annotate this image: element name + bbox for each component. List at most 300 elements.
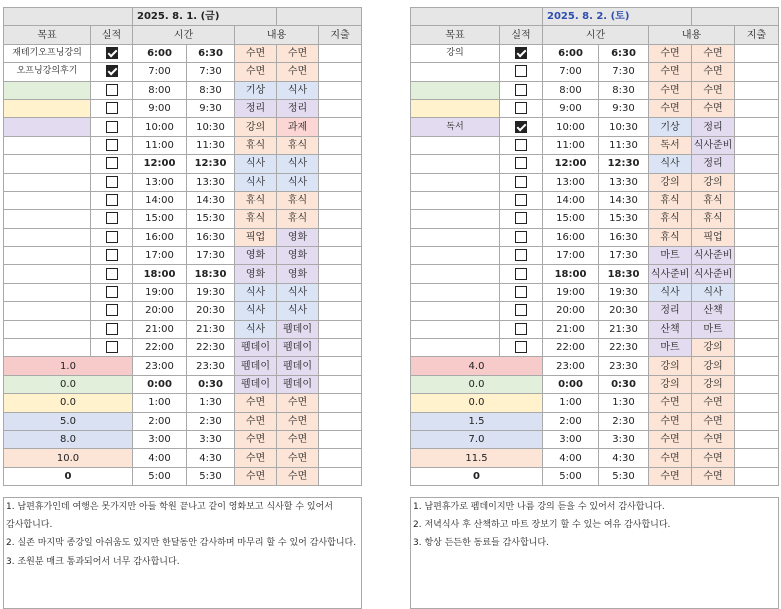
- memo-row: [4, 553, 362, 571]
- content-second-half[interactable]: 식사: [277, 302, 319, 320]
- header-time: 시간: [133, 26, 235, 44]
- content-second-half[interactable]: 마트: [692, 320, 735, 338]
- goal-cell[interactable]: 독서: [411, 118, 500, 136]
- goal-cell[interactable]: [411, 228, 500, 246]
- expense-cell[interactable]: [735, 375, 779, 393]
- content-second-half[interactable]: 수면: [692, 467, 735, 485]
- start-time: 9:00: [543, 99, 599, 117]
- expense-cell[interactable]: [735, 81, 779, 99]
- content-first-half[interactable]: 기상: [235, 81, 277, 99]
- content-second-half[interactable]: 펨데이: [277, 320, 319, 338]
- start-time: 9:00: [133, 99, 187, 117]
- header-goal: 목표: [4, 26, 91, 44]
- expense-cell[interactable]: [735, 357, 779, 375]
- checkbox[interactable]: [515, 341, 527, 353]
- checkbox[interactable]: [106, 157, 118, 169]
- end-time: 12:30: [187, 155, 235, 173]
- content-second-half[interactable]: 수면: [692, 412, 735, 430]
- content-second-half[interactable]: 식사준비: [692, 247, 735, 265]
- result-cell: [91, 302, 133, 320]
- stat-value: 1.5: [411, 412, 543, 430]
- expense-cell[interactable]: [735, 339, 779, 357]
- content-second-half[interactable]: 식사: [277, 155, 319, 173]
- expense-cell[interactable]: [319, 63, 362, 81]
- checkbox[interactable]: [106, 268, 118, 280]
- stat-row: [4, 449, 362, 467]
- title-blank: [277, 8, 362, 26]
- content-first-half[interactable]: 휴식: [235, 136, 277, 154]
- checkbox[interactable]: [515, 249, 527, 261]
- content-second-half[interactable]: 휴식: [277, 136, 319, 154]
- checkbox[interactable]: [106, 194, 118, 206]
- memo-line[interactable]: 1. 남편휴가인데 여행은 못가지만 아들 학원 끝나고 같이 영화보고 식사할 수 있어서: [4, 498, 362, 516]
- expense-cell[interactable]: [735, 247, 779, 265]
- expense-cell[interactable]: [735, 228, 779, 246]
- schedule-row: [4, 155, 362, 173]
- checkbox[interactable]: [515, 176, 527, 188]
- expense-cell[interactable]: [735, 44, 779, 62]
- goal-cell[interactable]: [4, 210, 91, 228]
- expense-cell[interactable]: [735, 467, 779, 485]
- content-second-half[interactable]: 영화: [277, 228, 319, 246]
- content-second-half[interactable]: 산책: [692, 302, 735, 320]
- content-first-half[interactable]: 영화: [235, 247, 277, 265]
- header-expense: 지출: [735, 26, 779, 44]
- checkbox[interactable]: [106, 304, 118, 316]
- checkbox[interactable]: [515, 102, 527, 114]
- date-title: 2025. 8. 2. (토): [543, 8, 692, 26]
- goal-cell[interactable]: [411, 283, 500, 301]
- start-time: 2:00: [133, 412, 187, 430]
- content-first-half[interactable]: 강의: [649, 357, 692, 375]
- expense-cell[interactable]: [735, 430, 779, 448]
- content-second-half[interactable]: 수면: [692, 430, 735, 448]
- content-second-half[interactable]: 강의: [692, 375, 735, 393]
- content-first-half[interactable]: 펨데이: [235, 357, 277, 375]
- content-second-half[interactable]: 펨데이: [277, 375, 319, 393]
- schedule-row: [411, 155, 779, 173]
- end-time: 18:30: [599, 265, 649, 283]
- expense-cell[interactable]: [319, 118, 362, 136]
- content-first-half[interactable]: 식사: [235, 283, 277, 301]
- expense-cell[interactable]: [319, 302, 362, 320]
- start-time: 4:00: [133, 449, 187, 467]
- content-first-half[interactable]: 픽업: [235, 228, 277, 246]
- goal-cell[interactable]: [4, 155, 91, 173]
- goal-cell[interactable]: [4, 136, 91, 154]
- end-time: 21:30: [599, 320, 649, 338]
- stat-value: 1.0: [4, 357, 133, 375]
- content-first-half[interactable]: 수면: [235, 412, 277, 430]
- spacer-cell: [411, 486, 779, 498]
- goal-cell[interactable]: [411, 173, 500, 191]
- expense-cell[interactable]: [319, 228, 362, 246]
- goal-cell[interactable]: [4, 283, 91, 301]
- content-second-half[interactable]: 식사준비: [692, 136, 735, 154]
- goal-cell[interactable]: [411, 339, 500, 357]
- header-goal: 목표: [411, 26, 500, 44]
- expense-cell[interactable]: [319, 467, 362, 485]
- goal-cell[interactable]: [4, 81, 91, 99]
- schedule-row: [411, 136, 779, 154]
- start-time: 14:00: [133, 191, 187, 209]
- content-first-half[interactable]: 휴식: [235, 210, 277, 228]
- schedule-row: [4, 302, 362, 320]
- content-second-half[interactable]: 수면: [692, 394, 735, 412]
- content-first-half[interactable]: 수면: [649, 449, 692, 467]
- goal-cell[interactable]: [4, 99, 91, 117]
- expense-cell[interactable]: [319, 191, 362, 209]
- start-time: 7:00: [543, 63, 599, 81]
- result-cell: [91, 81, 133, 99]
- content-first-half[interactable]: 강의: [649, 173, 692, 191]
- title-blank: [4, 8, 133, 26]
- content-second-half[interactable]: 수면: [692, 449, 735, 467]
- result-cell: [500, 44, 543, 62]
- memo-row: [411, 534, 779, 552]
- content-second-half[interactable]: 수면: [277, 394, 319, 412]
- content-first-half[interactable]: 수면: [649, 81, 692, 99]
- content-second-half[interactable]: 영화: [277, 265, 319, 283]
- content-first-half[interactable]: 강의: [649, 375, 692, 393]
- expense-cell[interactable]: [319, 44, 362, 62]
- goal-cell[interactable]: [4, 118, 91, 136]
- checkbox[interactable]: [515, 268, 527, 280]
- checkbox[interactable]: [515, 323, 527, 335]
- content-second-half[interactable]: 식사: [277, 173, 319, 191]
- goal-cell[interactable]: [4, 320, 91, 338]
- checkbox[interactable]: [106, 47, 118, 59]
- start-time: 1:00: [133, 394, 187, 412]
- content-first-half[interactable]: 수면: [235, 394, 277, 412]
- memo-row: [411, 553, 779, 571]
- memo-line[interactable]: [411, 553, 779, 571]
- expense-cell[interactable]: [319, 81, 362, 99]
- content-second-half[interactable]: 수면: [277, 467, 319, 485]
- checkbox[interactable]: [106, 176, 118, 188]
- end-time: 3:30: [599, 430, 649, 448]
- end-time: 5:30: [187, 467, 235, 485]
- goal-cell[interactable]: 오프닝강의후기: [4, 63, 91, 81]
- expense-cell[interactable]: [735, 155, 779, 173]
- expense-cell[interactable]: [735, 320, 779, 338]
- expense-cell[interactable]: [735, 265, 779, 283]
- end-time: 11:30: [187, 136, 235, 154]
- memo-line[interactable]: 2. 저녁식사 후 산책하고 마트 장보기 할 수 있는 여유 감사합니다.: [411, 516, 779, 534]
- memo-line[interactable]: 2. 실존 마지막 종강일 아쉬움도 있지만 한달동안 감사하며 마무리 할 수 있어 감사합니다.: [4, 534, 362, 552]
- memo-line[interactable]: 감사합니다.: [4, 516, 362, 534]
- memo-line[interactable]: [411, 571, 779, 589]
- content-second-half[interactable]: 정리: [692, 118, 735, 136]
- checkbox[interactable]: [515, 47, 527, 59]
- goal-cell[interactable]: [411, 302, 500, 320]
- expense-cell[interactable]: [735, 118, 779, 136]
- goal-cell[interactable]: [4, 302, 91, 320]
- content-second-half[interactable]: 식사: [277, 81, 319, 99]
- checkbox[interactable]: [515, 231, 527, 243]
- goal-cell[interactable]: [411, 155, 500, 173]
- expense-cell[interactable]: [319, 155, 362, 173]
- content-first-half[interactable]: 식사: [649, 155, 692, 173]
- result-cell: [500, 283, 543, 301]
- content-first-half[interactable]: 식사: [235, 173, 277, 191]
- expense-cell[interactable]: [319, 430, 362, 448]
- result-cell: [500, 247, 543, 265]
- stat-value: 5.0: [4, 412, 133, 430]
- end-time: 20:30: [599, 302, 649, 320]
- content-second-half[interactable]: 펨데이: [277, 339, 319, 357]
- day2-grid: [411, 8, 779, 609]
- content-first-half[interactable]: 수면: [235, 430, 277, 448]
- content-first-half[interactable]: 수면: [649, 44, 692, 62]
- schedule-row: [4, 81, 362, 99]
- content-second-half[interactable]: 휴식: [692, 191, 735, 209]
- expense-cell[interactable]: [319, 247, 362, 265]
- goal-cell[interactable]: [411, 320, 500, 338]
- checkbox[interactable]: [515, 65, 527, 77]
- checkbox[interactable]: [515, 157, 527, 169]
- content-second-half[interactable]: 수면: [277, 430, 319, 448]
- goal-cell[interactable]: [4, 191, 91, 209]
- memo-row: [411, 590, 779, 608]
- goal-cell[interactable]: [411, 210, 500, 228]
- expense-cell[interactable]: [319, 375, 362, 393]
- content-second-half[interactable]: 강의: [692, 339, 735, 357]
- header-result: 실적: [500, 26, 543, 44]
- result-cell: [91, 136, 133, 154]
- expense-cell[interactable]: [319, 412, 362, 430]
- end-time: 15:30: [187, 210, 235, 228]
- goal-cell[interactable]: [411, 99, 500, 117]
- checkbox[interactable]: [515, 121, 527, 133]
- content-second-half[interactable]: 수면: [692, 81, 735, 99]
- expense-cell[interactable]: [319, 339, 362, 357]
- expense-cell[interactable]: [319, 357, 362, 375]
- content-first-half[interactable]: 수면: [649, 394, 692, 412]
- checkbox[interactable]: [106, 286, 118, 298]
- memo-line[interactable]: 3. 항상 든든한 동료들 감사합니다.: [411, 534, 779, 552]
- schedule-row: [4, 320, 362, 338]
- expense-cell[interactable]: [735, 191, 779, 209]
- content-first-half[interactable]: 마트: [649, 339, 692, 357]
- end-time: 2:30: [187, 412, 235, 430]
- start-time: 13:00: [543, 173, 599, 191]
- content-first-half[interactable]: 독서: [649, 136, 692, 154]
- content-first-half[interactable]: 휴식: [649, 191, 692, 209]
- start-time: 12:00: [133, 155, 187, 173]
- content-first-half[interactable]: 휴식: [649, 228, 692, 246]
- schedule-row: [411, 247, 779, 265]
- schedule-row: [4, 265, 362, 283]
- content-second-half[interactable]: 수면: [277, 63, 319, 81]
- content-second-half[interactable]: 식사: [277, 283, 319, 301]
- expense-cell[interactable]: [319, 136, 362, 154]
- goal-cell[interactable]: [411, 136, 500, 154]
- memo-line[interactable]: [4, 590, 362, 608]
- stat-value: 0: [4, 467, 133, 485]
- expense-cell[interactable]: [319, 394, 362, 412]
- expense-cell[interactable]: [735, 394, 779, 412]
- memo-line[interactable]: [411, 590, 779, 608]
- goal-cell[interactable]: [4, 173, 91, 191]
- expense-cell[interactable]: [735, 412, 779, 430]
- expense-cell[interactable]: [319, 99, 362, 117]
- end-time: 9:30: [599, 99, 649, 117]
- content-first-half[interactable]: 수면: [649, 467, 692, 485]
- checkbox[interactable]: [106, 212, 118, 224]
- expense-cell[interactable]: [319, 210, 362, 228]
- expense-cell[interactable]: [735, 173, 779, 191]
- start-time: 20:00: [133, 302, 187, 320]
- goal-cell[interactable]: 강의: [411, 44, 500, 62]
- content-second-half[interactable]: 펨데이: [277, 357, 319, 375]
- start-time: 21:00: [133, 320, 187, 338]
- content-first-half[interactable]: 마트: [649, 247, 692, 265]
- content-second-half[interactable]: 강의: [692, 357, 735, 375]
- checkbox[interactable]: [106, 102, 118, 114]
- goal-cell[interactable]: [4, 339, 91, 357]
- memo-line[interactable]: 1. 남편휴가로 펨데이지만 나름 강의 듣을 수 있어서 감사합니다.: [411, 498, 779, 516]
- content-first-half[interactable]: 정리: [235, 99, 277, 117]
- start-time: 7:00: [133, 63, 187, 81]
- result-cell: [91, 191, 133, 209]
- checkbox[interactable]: [106, 139, 118, 151]
- checkbox[interactable]: [106, 231, 118, 243]
- end-time: 2:30: [599, 412, 649, 430]
- checkbox[interactable]: [106, 323, 118, 335]
- content-first-half[interactable]: 영화: [235, 265, 277, 283]
- content-first-half[interactable]: 식사: [649, 283, 692, 301]
- content-first-half[interactable]: 휴식: [649, 210, 692, 228]
- expense-cell[interactable]: [735, 210, 779, 228]
- content-first-half[interactable]: 수면: [649, 63, 692, 81]
- goal-cell[interactable]: [411, 81, 500, 99]
- checkbox[interactable]: [515, 84, 527, 96]
- stat-row: [411, 394, 779, 412]
- expense-cell[interactable]: [319, 173, 362, 191]
- content-first-half[interactable]: 펨데이: [235, 339, 277, 357]
- start-time: 15:00: [133, 210, 187, 228]
- checkbox[interactable]: [515, 286, 527, 298]
- goal-cell[interactable]: [4, 247, 91, 265]
- content-first-half[interactable]: 휴식: [235, 191, 277, 209]
- content-second-half[interactable]: 휴식: [277, 210, 319, 228]
- expense-cell[interactable]: [735, 283, 779, 301]
- content-first-half[interactable]: 강의: [235, 118, 277, 136]
- content-second-half[interactable]: 식사: [692, 283, 735, 301]
- result-cell: [91, 283, 133, 301]
- expense-cell[interactable]: [735, 63, 779, 81]
- content-second-half[interactable]: 수면: [277, 44, 319, 62]
- content-first-half[interactable]: 수면: [649, 412, 692, 430]
- expense-cell[interactable]: [735, 99, 779, 117]
- expense-cell[interactable]: [735, 136, 779, 154]
- checkbox[interactable]: [106, 341, 118, 353]
- start-time: 23:00: [133, 357, 187, 375]
- expense-cell[interactable]: [735, 449, 779, 467]
- goal-cell[interactable]: [4, 228, 91, 246]
- goal-cell[interactable]: [4, 265, 91, 283]
- goal-cell[interactable]: [411, 247, 500, 265]
- schedule-row: [4, 136, 362, 154]
- result-cell: [500, 173, 543, 191]
- end-time: 22:30: [187, 339, 235, 357]
- header-result: 실적: [91, 26, 133, 44]
- expense-cell[interactable]: [319, 283, 362, 301]
- checkbox[interactable]: [106, 84, 118, 96]
- content-second-half[interactable]: 픽업: [692, 228, 735, 246]
- content-second-half[interactable]: 수면: [692, 63, 735, 81]
- content-first-half[interactable]: 수면: [649, 99, 692, 117]
- content-first-half[interactable]: 식사: [235, 155, 277, 173]
- expense-cell[interactable]: [319, 320, 362, 338]
- content-first-half[interactable]: 식사: [235, 302, 277, 320]
- checkbox[interactable]: [106, 249, 118, 261]
- schedule-row: [4, 283, 362, 301]
- content-first-half[interactable]: 식사: [235, 320, 277, 338]
- content-second-half[interactable]: 수면: [692, 99, 735, 117]
- content-second-half[interactable]: 휴식: [692, 210, 735, 228]
- content-first-half[interactable]: 수면: [235, 63, 277, 81]
- goal-cell[interactable]: [411, 63, 500, 81]
- content-first-half[interactable]: 수면: [649, 430, 692, 448]
- start-time: 23:00: [543, 357, 599, 375]
- schedule-row: [4, 191, 362, 209]
- expense-cell[interactable]: [735, 302, 779, 320]
- content-second-half[interactable]: 정리: [692, 155, 735, 173]
- stat-value: 0.0: [411, 394, 543, 412]
- content-first-half[interactable]: 펨데이: [235, 375, 277, 393]
- checkbox[interactable]: [515, 139, 527, 151]
- schedule-row: [411, 173, 779, 191]
- content-second-half[interactable]: 과제: [277, 118, 319, 136]
- content-second-half[interactable]: 강의: [692, 173, 735, 191]
- content-second-half[interactable]: 정리: [277, 99, 319, 117]
- checkbox[interactable]: [106, 65, 118, 77]
- memo-line[interactable]: 3. 조원분 매크 통과되어서 너무 감사합니다.: [4, 553, 362, 571]
- goal-cell[interactable]: 재테기오프닝강의: [4, 44, 91, 62]
- stat-value: 0.0: [411, 375, 543, 393]
- goal-cell[interactable]: [411, 265, 500, 283]
- content-second-half[interactable]: 영화: [277, 247, 319, 265]
- content-first-half[interactable]: 정리: [649, 302, 692, 320]
- content-first-half[interactable]: 식사준비: [649, 265, 692, 283]
- content-first-half[interactable]: 기상: [649, 118, 692, 136]
- result-cell: [500, 228, 543, 246]
- expense-cell[interactable]: [319, 449, 362, 467]
- result-cell: [500, 136, 543, 154]
- checkbox[interactable]: [515, 304, 527, 316]
- content-first-half[interactable]: 수면: [235, 449, 277, 467]
- memo-line[interactable]: [4, 571, 362, 589]
- content-first-half[interactable]: 수면: [235, 467, 277, 485]
- checkbox[interactable]: [515, 212, 527, 224]
- content-second-half[interactable]: 휴식: [277, 191, 319, 209]
- goal-cell[interactable]: [411, 191, 500, 209]
- expense-cell[interactable]: [319, 265, 362, 283]
- content-second-half[interactable]: 식사준비: [692, 265, 735, 283]
- start-time: 8:00: [133, 81, 187, 99]
- content-second-half[interactable]: 수면: [692, 44, 735, 62]
- content-first-half[interactable]: 수면: [235, 44, 277, 62]
- content-second-half[interactable]: 수면: [277, 449, 319, 467]
- content-second-half[interactable]: 수면: [277, 412, 319, 430]
- checkbox[interactable]: [515, 194, 527, 206]
- checkbox[interactable]: [106, 121, 118, 133]
- stat-value: 4.0: [411, 357, 543, 375]
- end-time: 12:30: [599, 155, 649, 173]
- content-first-half[interactable]: 산책: [649, 320, 692, 338]
